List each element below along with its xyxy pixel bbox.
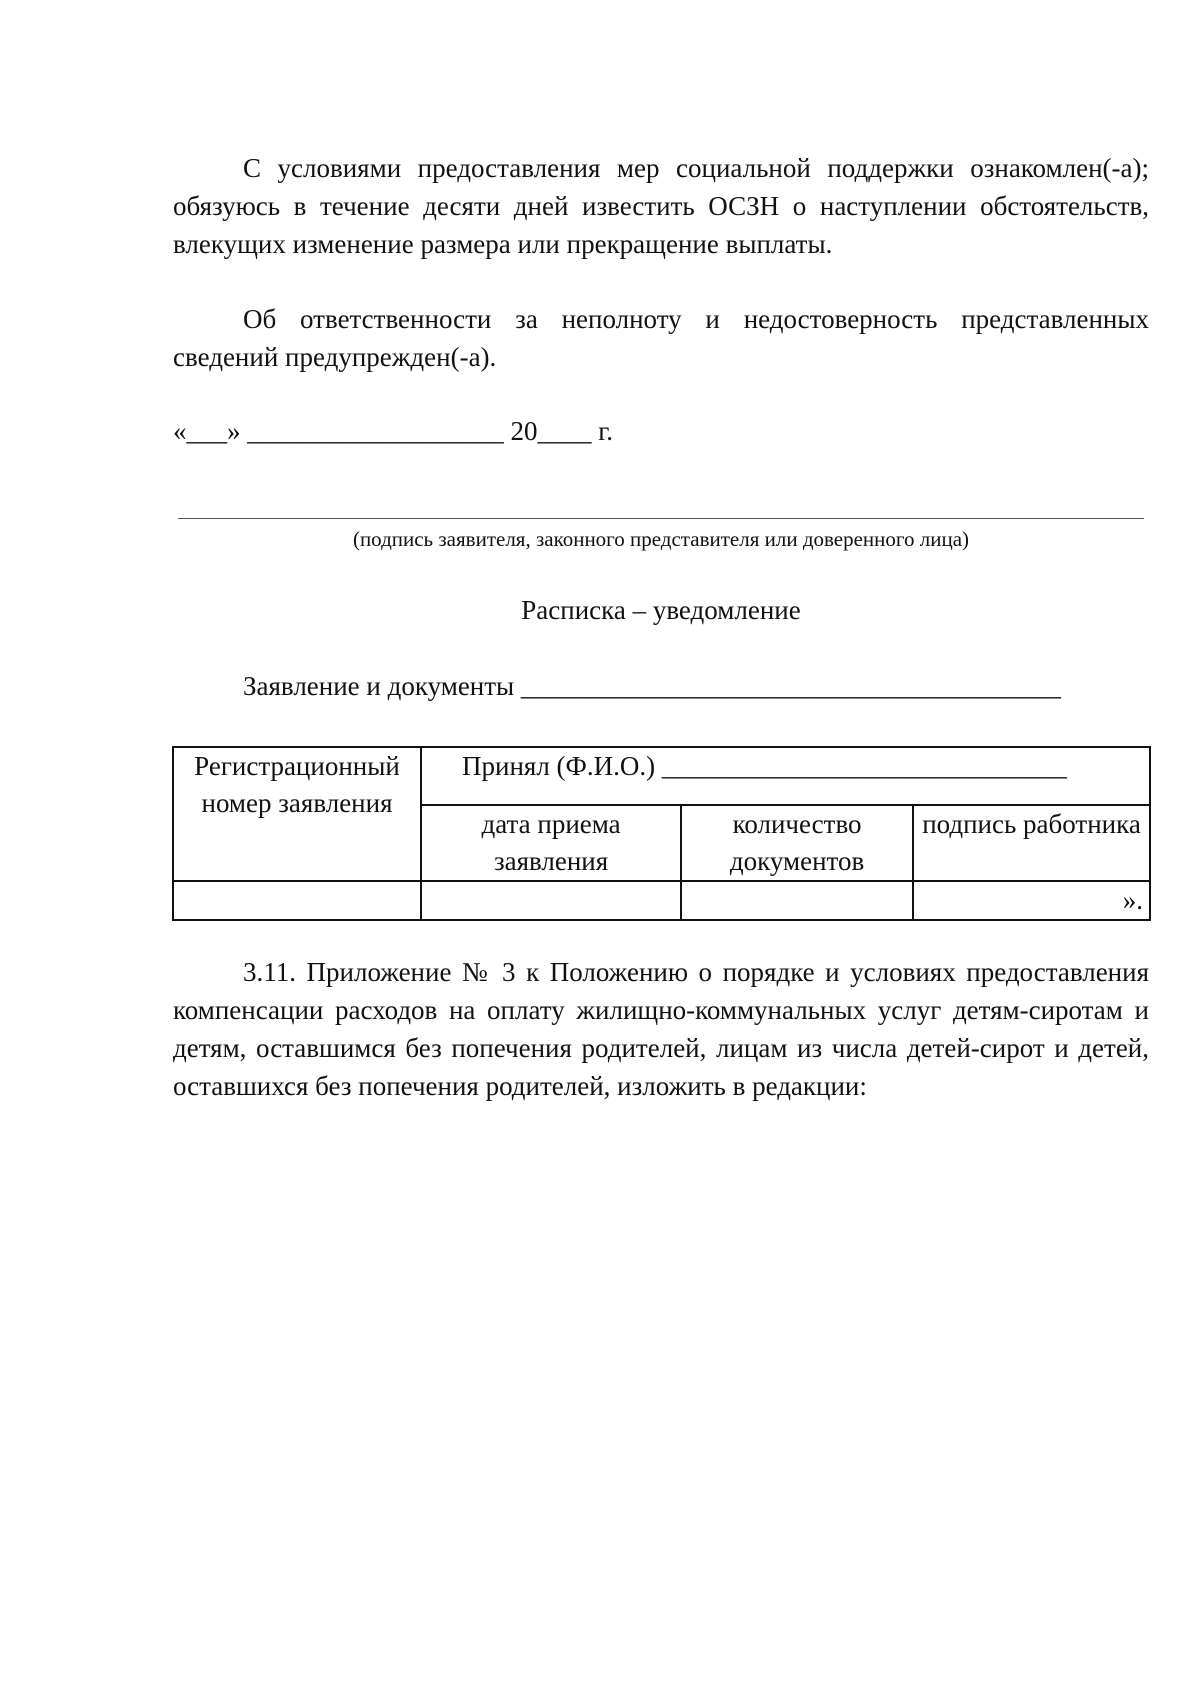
date-line: «___» ___________________ 20____ г. (173, 416, 614, 446)
accepted-by-cell: Принял (Ф.И.О.) ______________________________ (421, 747, 1150, 805)
column-header-date: дата приема заявления (421, 805, 681, 881)
signature-caption: (подпись заявителя, законного представителя или доверенного лица) (352, 527, 970, 551)
reg-number-header: Регистрационный номер заявления (173, 747, 421, 881)
item-3-11-text: 3.11. Приложение № 3 к Положению о порядке и условиях предоставления компенсации расходов на оплату жилищно-коммунальных услуг детям-сиротам и детям, оставшимся без попечения родителей, лицам из числа детей-сирот и детей, оставшихся без попечения родителей, изложить в редакции: (173, 957, 1149, 1101)
documents-line: Заявление и документы ________________________________________ (243, 671, 1061, 701)
responsibility-text: Об ответственности за неполноту и недостоверность представленных сведений предупрежден(-а). (173, 304, 1149, 372)
conditions-paragraph (173, 149, 1149, 263)
table-cell-reg-number (173, 881, 421, 920)
closing-quote-mark: ». (913, 881, 1150, 920)
column-header-count: количество документов (681, 805, 913, 881)
receipt-title: Расписка – уведомление (521, 595, 801, 625)
registration-table (172, 746, 1151, 921)
conditions-text: С условиями предоставления мер социальной поддержки ознакомлен(-а); обязуюсь в течение десяти дней известить ОСЗН о наступлении обстоятельств, влекущих изменение размера или прекращение выплаты. (173, 153, 1149, 259)
responsibility-paragraph (173, 300, 1149, 376)
item-3-11-paragraph (173, 953, 1149, 1105)
signature-line (178, 518, 1144, 519)
table-cell-count (681, 881, 913, 920)
table-cell-date (421, 881, 681, 920)
column-header-signature: подпись работника (913, 805, 1150, 881)
